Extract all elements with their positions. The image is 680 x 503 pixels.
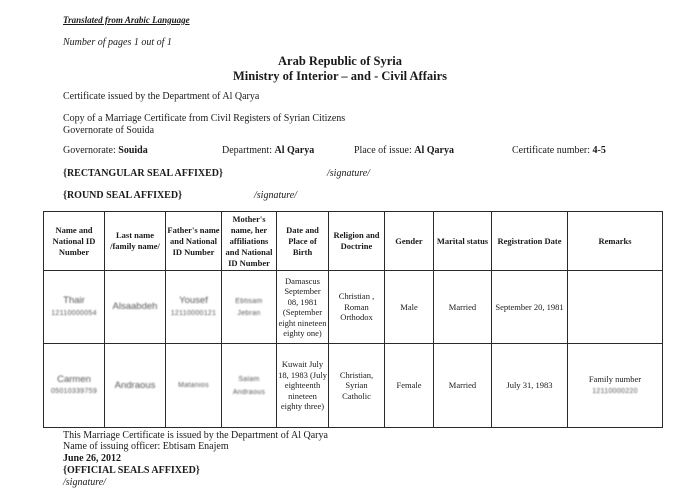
last-name-cell [105, 271, 166, 344]
round-seal-note: {ROUND SEAL AFFIXED} [63, 190, 183, 201]
place-of-issue-label: Place of issue: [354, 145, 412, 156]
column-header: Gender [385, 212, 434, 271]
table-row [44, 271, 663, 344]
religion-cell: Christian, Syrian Catholic [329, 344, 385, 428]
place-of-issue-value: Al Qarya [414, 145, 454, 156]
certificate-number-field [512, 145, 606, 156]
remarks-cell [568, 344, 663, 428]
official-seals-note: {OFFICIAL SEALS AFFIXED} [63, 465, 200, 476]
last-name-cell [105, 344, 166, 428]
family-number-label: Family number [588, 374, 642, 384]
column-header: Religion and Doctrine [329, 212, 385, 271]
issued-by-line: Certificate issued by the Department of Al Qarya [63, 91, 260, 102]
redacted-id: 12110000054 [51, 309, 97, 317]
name-cell [44, 271, 105, 344]
redacted-father-id: 12110000121 [170, 309, 217, 317]
redacted-id: 05010339759 [50, 388, 98, 395]
column-header: Last name /family name/ [105, 212, 166, 271]
redacted-mother-name: Salam [238, 376, 260, 383]
redacted-name: Thair [63, 295, 85, 306]
marital-status-cell: Married [434, 344, 492, 428]
governorate-field [63, 145, 148, 156]
governorate-label: Governorate: [63, 145, 116, 156]
column-header: Date and Place of Birth [277, 212, 329, 271]
column-header: Remarks [568, 212, 663, 271]
father-cell [166, 271, 222, 344]
redacted-last-name: Andraous [114, 379, 156, 391]
header-ministry: Ministry of Interior – and - Civil Affairs [233, 69, 447, 83]
round-seal-signature: /signature/ [254, 190, 297, 201]
gender-cell: Male [385, 271, 434, 344]
footer-issued-line: This Marriage Certificate is issued by the Department of Al Qarya [63, 430, 328, 441]
governorate-value: Souida [118, 145, 148, 156]
redacted-family-number: 12110000220 [592, 387, 638, 395]
rectangular-seal-signature: /signature/ [327, 168, 370, 179]
registration-date-cell: September 20, 1981 [492, 271, 568, 344]
table-row [44, 344, 663, 428]
father-cell [166, 344, 222, 428]
redacted-father-name: Yousef [179, 295, 208, 306]
certificate-number-label: Certificate number: [512, 145, 591, 156]
redacted-mother-name: Ebtisam [235, 297, 263, 305]
registration-date-cell: July 31, 1983 [492, 344, 568, 428]
redacted-last-name: Alsaabdeh [112, 301, 158, 313]
column-header: Marital status [434, 212, 492, 271]
redacted-mother-affiliation: Jebran [237, 310, 261, 317]
footer-signature: /signature/ [63, 477, 106, 488]
page-count: Number of pages 1 out of 1 [63, 37, 172, 48]
column-header: Father's name and National ID Number [166, 212, 222, 271]
remarks-cell [568, 271, 663, 344]
certificate-number-value: 4-5 [592, 145, 606, 156]
rectangular-seal-note: {RECTANGULAR SEAL AFFIXED} [63, 168, 223, 179]
redacted-father-name: Matanios [178, 382, 209, 390]
department-value: Al Qarya [274, 145, 315, 156]
table-header-row [44, 212, 663, 271]
gender-cell: Female [385, 344, 434, 428]
redacted-mother-affiliation: Andraous [232, 388, 266, 396]
redacted-name: Carmen [57, 373, 91, 385]
column-header: Registration Date [492, 212, 568, 271]
column-header: Name and National ID Number [44, 212, 105, 271]
copy-line: Copy of a Marriage Certificate from Civil Registers of Syrian Citizens [63, 113, 346, 124]
issue-date: June 26, 2012 [63, 453, 122, 464]
department-label: Department: [222, 145, 272, 156]
department-field [222, 145, 314, 156]
religion-cell: Christian , Roman Orthodox [329, 271, 385, 344]
mother-cell [222, 344, 277, 428]
name-cell [44, 344, 105, 428]
birth-cell: Kuwait July 18, 1983 (July eighteenth nineteen eighty three) [277, 344, 329, 428]
place-of-issue-field [354, 145, 454, 156]
issuing-officer-line: Name of issuing officer: Ebtisam Enajem [63, 441, 229, 452]
marital-status-cell: Married [434, 271, 492, 344]
mother-cell [222, 271, 277, 344]
translation-note: Translated from Arabic Language [63, 15, 190, 25]
governorate-line: Governorate of Souida [63, 125, 155, 136]
header-country: Arab Republic of Syria [278, 54, 402, 68]
column-header: Mother's name, her affiliations and National ID Number [222, 212, 277, 271]
marriage-certificate-table [43, 211, 663, 428]
birth-cell: Damascus September 08, 1981 (September eight nineteen eighty one) [277, 271, 329, 344]
